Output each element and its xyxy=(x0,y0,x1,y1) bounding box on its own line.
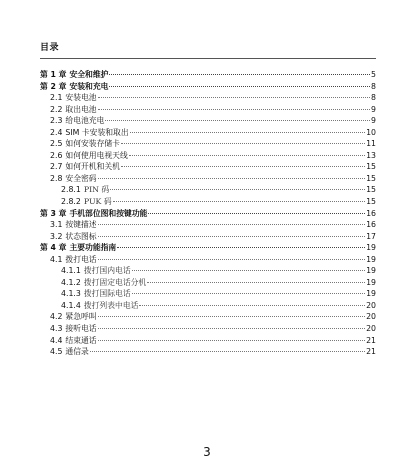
toc-entry-title: 如何使用电视天线 xyxy=(65,150,128,160)
toc-entry-number: 第 4 章 xyxy=(40,243,67,253)
toc-entry-title: 拨打电话 xyxy=(65,254,97,264)
toc-entry-page: 19 xyxy=(366,266,376,276)
toc-entry-page: 15 xyxy=(366,197,376,207)
dot-leader xyxy=(98,108,370,110)
toc-entry-number: 4.1 xyxy=(50,254,63,264)
toc-entry-page: 21 xyxy=(366,335,376,345)
toc-entry-number: 4.4 xyxy=(50,335,63,345)
toc-entry-4-1[interactable] xyxy=(40,254,376,266)
toc-entry-title: 安全和维护 xyxy=(69,70,109,79)
toc-entry-3-1[interactable] xyxy=(40,219,376,231)
dot-leader xyxy=(113,200,365,202)
dot-leader xyxy=(98,258,365,260)
toc-entry-title: PIN 码 xyxy=(83,185,110,195)
toc-entry-label xyxy=(61,288,131,300)
toc-entry-page: 9 xyxy=(371,104,376,114)
toc-entry-number: 4.1.3 xyxy=(61,289,81,299)
toc-entry-page: 10 xyxy=(366,127,376,137)
toc-entry-number: 4.5 xyxy=(50,347,63,357)
toc-entry-page: 11 xyxy=(366,139,376,149)
toc-entry-label xyxy=(40,208,147,220)
dot-leader xyxy=(90,350,365,352)
toc-entry-title: 拨打国内电话 xyxy=(83,266,131,276)
toc-entry-title: 按键描述 xyxy=(65,220,97,230)
dot-leader xyxy=(132,292,365,294)
dot-leader xyxy=(139,304,365,306)
dot-leader xyxy=(98,327,365,329)
toc-entry-4-1-2[interactable] xyxy=(40,277,376,289)
toc-entry-label xyxy=(61,277,146,289)
toc-entry-page: 17 xyxy=(366,231,376,241)
toc-entry-page: 8 xyxy=(371,81,376,91)
dot-leader xyxy=(147,281,365,283)
toc-entry-title: 状态图标 xyxy=(65,231,97,241)
toc-entry-2-8-2[interactable] xyxy=(40,196,376,208)
toc-entry-number: 4.3 xyxy=(50,324,63,334)
toc-entry-number: 2.8.1 xyxy=(61,185,81,195)
toc-entry-page: 19 xyxy=(366,243,376,253)
toc-entry-title: 拨打列表中电话 xyxy=(83,300,139,310)
toc-entry-label xyxy=(50,231,97,243)
toc-entry-label xyxy=(50,161,120,173)
heading-divider xyxy=(40,58,376,59)
toc-entry-title: 安装和充电 xyxy=(69,81,109,91)
toc-entry-3-2[interactable] xyxy=(40,231,376,243)
dot-leader xyxy=(109,85,370,87)
toc-entry-label xyxy=(50,335,97,347)
toc-entry-label xyxy=(50,346,89,358)
toc-entry-page: 20 xyxy=(366,300,376,310)
toc-entry-title: 如何安装存储卡 xyxy=(65,139,120,149)
toc-entry-label xyxy=(40,81,108,93)
toc-entry-4-3[interactable] xyxy=(40,323,376,335)
toc-entry-page: 19 xyxy=(366,289,376,299)
dot-leader xyxy=(105,119,370,121)
toc-entry-title: 主要功能指南 xyxy=(69,243,117,253)
toc-entry-label xyxy=(40,242,116,254)
toc-entry-number: 3.2 xyxy=(50,231,63,241)
toc-entry-number: 2.7 xyxy=(50,162,63,172)
dot-leader xyxy=(98,223,365,225)
toc-entry-2-8[interactable] xyxy=(40,173,376,185)
toc-entry-title: 紧急呼叫 xyxy=(65,312,97,322)
toc-entry-label xyxy=(50,115,104,127)
toc-entry-title: 通信录 xyxy=(65,347,89,357)
table-of-contents xyxy=(40,69,376,358)
dot-leader xyxy=(109,73,370,75)
toc-entry-number: 2.3 xyxy=(50,116,63,126)
dot-leader xyxy=(121,142,365,144)
toc-entry-page: 8 xyxy=(371,93,376,103)
toc-entry-title: 取出电池 xyxy=(65,104,97,114)
toc-entry-label xyxy=(50,254,97,266)
toc-entry-page: 16 xyxy=(366,208,376,218)
toc-entry-page: 19 xyxy=(366,277,376,287)
dot-leader xyxy=(98,235,365,237)
toc-entry-title: 接听电话 xyxy=(65,324,97,334)
toc-entry-4-1-3[interactable] xyxy=(40,288,376,300)
toc-entry-page: 15 xyxy=(366,162,376,172)
toc-entry-number: 2.5 xyxy=(50,139,63,149)
toc-entry-4-5[interactable] xyxy=(40,346,376,358)
toc-entry-label xyxy=(50,150,128,162)
toc-entry-number: 第 3 章 xyxy=(40,208,67,218)
toc-entry-4-2[interactable] xyxy=(40,311,376,323)
toc-entry-title: 拨打固定电话分机 xyxy=(83,277,147,287)
toc-entry-2-3[interactable] xyxy=(40,115,376,127)
toc-entry-number: 4.1.2 xyxy=(61,277,81,287)
toc-entry-number: 2.8 xyxy=(50,173,63,183)
toc-entry-number: 第 2 章 xyxy=(40,81,67,91)
toc-entry-title: SIM 卡安装和取出 xyxy=(65,127,129,137)
toc-entry-label xyxy=(50,219,97,231)
toc-entry-page: 21 xyxy=(366,347,376,357)
dot-leader xyxy=(110,188,365,190)
toc-entry-page: 19 xyxy=(366,254,376,264)
toc-entry-number: 4.1.1 xyxy=(61,266,81,276)
toc-entry-number: 3.1 xyxy=(50,220,63,230)
toc-entry-label xyxy=(61,300,138,312)
page-number: 3 xyxy=(203,445,211,459)
toc-entry-label xyxy=(61,184,109,196)
toc-entry-chapter-4[interactable] xyxy=(40,242,376,254)
toc-entry-page: 15 xyxy=(366,173,376,183)
toc-entry-number: 2.4 xyxy=(50,127,63,137)
toc-entry-label xyxy=(40,69,108,81)
toc-entry-chapter-3[interactable] xyxy=(40,208,376,220)
toc-entry-number: 2.2 xyxy=(50,104,63,114)
toc-entry-page: 15 xyxy=(366,185,376,195)
toc-entry-4-1-4[interactable] xyxy=(40,300,376,312)
toc-entry-label xyxy=(50,311,97,323)
dot-leader xyxy=(132,269,365,271)
dot-leader xyxy=(130,131,365,133)
toc-entry-title: PUK 码 xyxy=(83,197,112,207)
toc-entry-title: 安装电池 xyxy=(65,93,97,103)
toc-heading: 目录 xyxy=(40,43,60,53)
toc-entry-4-1-1[interactable] xyxy=(40,265,376,277)
dot-leader xyxy=(121,165,365,167)
toc-entry-label xyxy=(50,92,97,104)
toc-entry-page: 20 xyxy=(366,324,376,334)
toc-entry-page: 13 xyxy=(366,150,376,160)
dot-leader xyxy=(98,339,365,341)
toc-entry-number: 2.1 xyxy=(50,93,63,103)
toc-entry-label xyxy=(61,265,131,277)
dot-leader xyxy=(129,154,365,156)
toc-entry-number: 4.1.4 xyxy=(61,300,81,310)
toc-entry-number: 4.2 xyxy=(50,312,63,322)
toc-entry-2-4[interactable] xyxy=(40,127,376,139)
dot-leader xyxy=(98,177,365,179)
toc-entry-page: 5 xyxy=(371,70,376,79)
dot-leader xyxy=(98,96,370,98)
toc-entry-title: 如何开机和关机 xyxy=(65,162,120,172)
toc-entry-label xyxy=(50,173,97,185)
toc-entry-number: 2.6 xyxy=(50,150,63,160)
toc-entry-label xyxy=(61,196,112,208)
toc-entry-chapter-2[interactable] xyxy=(40,81,376,93)
toc-entry-2-6[interactable] xyxy=(40,150,376,162)
toc-entry-title: 结束通话 xyxy=(65,335,97,345)
toc-entry-label xyxy=(50,323,97,335)
toc-entry-2-8-1[interactable] xyxy=(40,184,376,196)
toc-entry-title: 给电池充电 xyxy=(65,116,105,126)
dot-leader xyxy=(98,315,365,317)
toc-entry-2-2[interactable] xyxy=(40,104,376,116)
toc-entry-chapter-1[interactable] xyxy=(40,69,376,81)
toc-entry-title: 拨打国际电话 xyxy=(83,289,131,299)
toc-entry-label xyxy=(50,138,120,150)
toc-entry-title: 安全密码 xyxy=(65,173,97,183)
dot-leader xyxy=(148,212,365,214)
toc-entry-title: 手机部位图和按键功能 xyxy=(69,208,148,218)
toc-entry-2-5[interactable] xyxy=(40,138,376,150)
toc-entry-page: 16 xyxy=(366,220,376,230)
toc-entry-page: 9 xyxy=(371,116,376,126)
dot-leader xyxy=(117,246,365,248)
toc-entry-label xyxy=(50,127,129,139)
toc-entry-number: 第 1 章 xyxy=(40,70,67,79)
toc-entry-label xyxy=(50,104,97,116)
toc-entry-2-7[interactable] xyxy=(40,161,376,173)
toc-entry-4-4[interactable] xyxy=(40,335,376,347)
toc-entry-number: 2.8.2 xyxy=(61,197,81,207)
toc-entry-2-1[interactable] xyxy=(40,92,376,104)
toc-entry-page: 20 xyxy=(366,312,376,322)
